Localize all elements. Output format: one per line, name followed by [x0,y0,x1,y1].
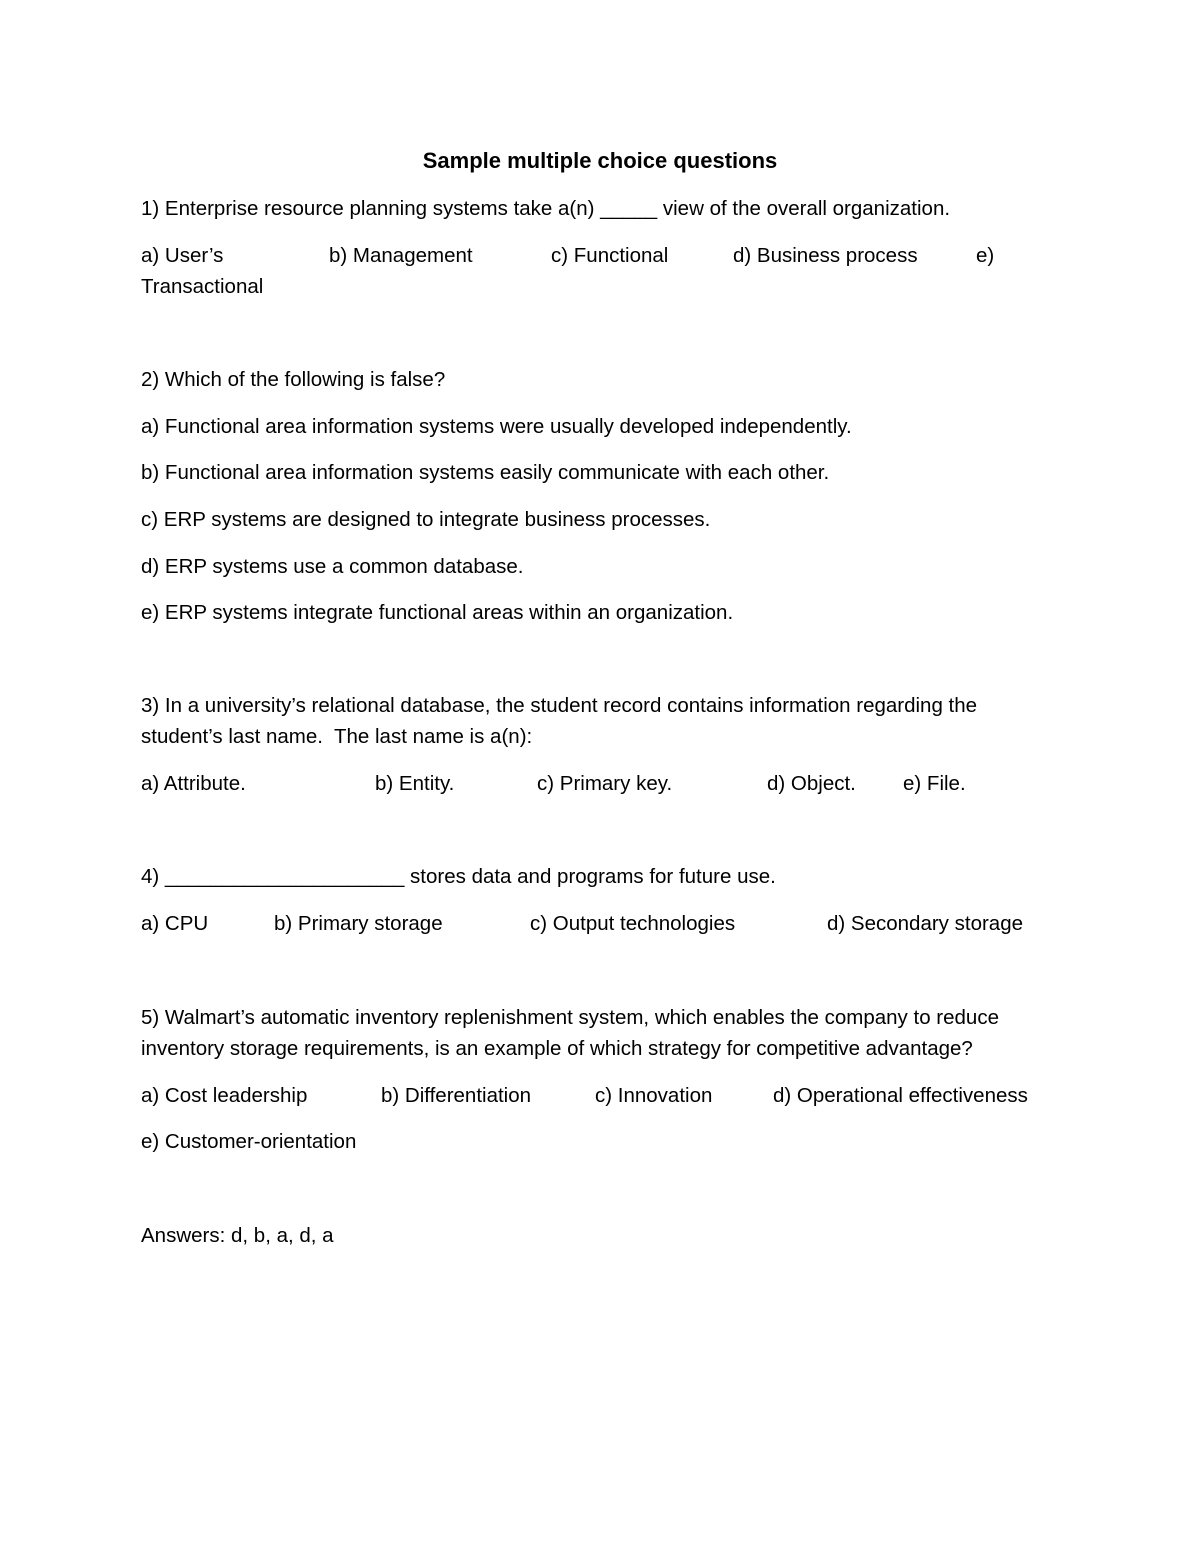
question-3-option-c: c) Primary key. [537,772,673,795]
question-5-option-c: c) Innovation [595,1084,713,1107]
question-5-option-d: d) Operational effectiveness [773,1084,1028,1107]
question-2-option-e: e) ERP systems integrate functional areas within an organization. [141,601,734,624]
question-2-option-b: b) Functional area information systems easily communicate with each other. [141,461,830,484]
question-1-option-a: a) User’s [141,244,224,267]
question-1-option-e: e) [976,244,995,267]
question-5-option-e: e) Customer-orientation [141,1130,357,1153]
question-5-option-a: a) Cost leadership [141,1084,308,1107]
question-3-option-d: d) Object. [767,772,856,795]
question-2-stem: 2) Which of the following is false? [141,368,446,391]
question-1-option-c: c) Functional [551,244,669,267]
question-2-option-a: a) Functional area information systems were usually developed independently. [141,415,852,438]
question-3-stem-line-2: student’s last name. The last name is a(n): [141,725,533,748]
question-4-option-c: c) Output technologies [530,912,736,935]
question-4-stem: 4) _____________________ stores data and programs for future use. [141,865,776,888]
question-1-stem: 1) Enterprise resource planning systems take a(n) _____ view of the overall organization. [141,197,951,220]
question-4-option-d: d) Secondary storage [827,912,1024,935]
question-2-option-d: d) ERP systems use a common database. [141,555,524,578]
question-4-option-b: b) Primary storage [274,912,443,935]
answers-line: Answers: d, b, a, d, a [141,1224,334,1247]
question-5-stem-line-1: 5) Walmart’s automatic inventory replenishment system, which enables the company to reduce [141,1006,999,1029]
question-2-option-c: c) ERP systems are designed to integrate business processes. [141,508,711,531]
question-3-option-a: a) Attribute. [141,772,246,795]
question-3-option-b: b) Entity. [375,772,455,795]
question-5-stem-line-2: inventory storage requirements, is an example of which strategy for competitive advantage? [141,1037,973,1060]
question-1-option-d: d) Business process [733,244,918,267]
page-title: Sample multiple choice questions [422,148,778,173]
question-5-option-b: b) Differentiation [381,1084,532,1107]
question-4-option-a: a) CPU [141,912,209,935]
question-1-option-b: b) Management [329,244,473,267]
question-3-option-e: e) File. [903,772,966,795]
question-3-stem-line-1: 3) In a university’s relational database, the student record contains information regarding the [141,694,978,717]
question-1-option-e-text: Transactional [141,275,264,298]
